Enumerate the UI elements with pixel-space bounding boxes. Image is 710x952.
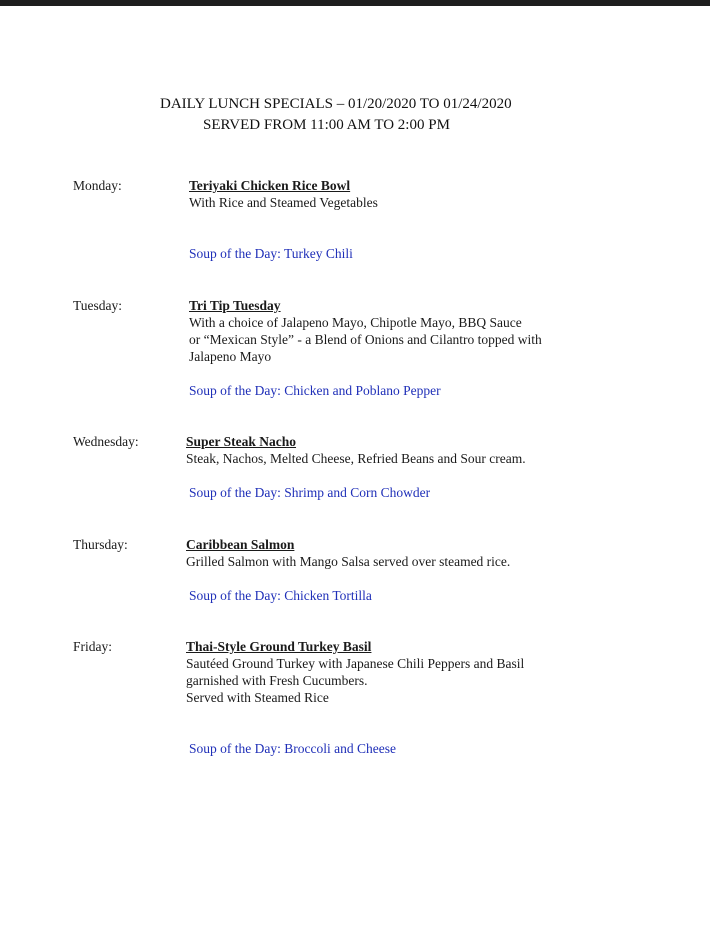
dish-description-line: With Rice and Steamed Vegetables <box>189 195 378 210</box>
page-title: DAILY LUNCH SPECIALS – 01/20/2020 TO 01/24/2020 <box>160 96 512 112</box>
soup-of-the-day-tuesday <box>189 382 441 399</box>
dish-name: Thai-Style Ground Turkey Basil <box>186 639 372 654</box>
soup-prefix: Soup of the Day: <box>189 246 281 261</box>
dish-block-monday <box>189 177 378 211</box>
dish-description-line: Sautéed Ground Turkey with Japanese Chili Peppers and Basil <box>186 656 525 671</box>
dish-description-line: Grilled Salmon with Mango Salsa served over steamed rice. <box>186 554 511 569</box>
dish-block-tuesday <box>189 297 542 365</box>
soup-prefix: Soup of the Day: <box>189 588 281 603</box>
soup-name: Broccoli and Cheese <box>284 741 396 756</box>
soup-of-the-day-monday <box>189 245 353 262</box>
day-label-tuesday: Tuesday: <box>73 298 123 313</box>
dish-block-friday <box>186 638 524 706</box>
dish-name: Tri Tip Tuesday <box>189 298 281 313</box>
soup-prefix: Soup of the Day: <box>189 383 281 398</box>
dish-block-thursday <box>186 536 510 570</box>
soup-prefix: Soup of the Day: <box>189 485 281 500</box>
day-label-wednesday: Wednesday: <box>73 434 139 449</box>
soup-name: Chicken Tortilla <box>284 588 372 603</box>
dish-description-line: Steak, Nachos, Melted Cheese, Refried Beans and Sour cream. <box>186 451 526 466</box>
soup-prefix: Soup of the Day: <box>189 741 281 756</box>
dish-description-line: Served with Steamed Rice <box>186 690 329 705</box>
soup-name: Shrimp and Corn Chowder <box>284 485 431 500</box>
soup-name: Turkey Chili <box>284 246 353 261</box>
dish-description-line: garnished with Fresh Cucumbers. <box>186 673 368 688</box>
soup-of-the-day-friday <box>189 740 396 757</box>
dish-name: Caribbean Salmon <box>186 537 295 552</box>
dish-block-wednesday <box>186 433 526 467</box>
dish-name: Teriyaki Chicken Rice Bowl <box>189 178 351 193</box>
day-label-monday: Monday: <box>73 178 122 193</box>
dish-name: Super Steak Nacho <box>186 434 297 449</box>
soup-of-the-day-thursday <box>189 587 372 604</box>
day-label-friday: Friday: <box>73 639 112 654</box>
dish-description-line: With a choice of Jalapeno Mayo, Chipotle Mayo, BBQ Sauce <box>189 315 522 330</box>
serving-hours: SERVED FROM 11:00 AM TO 2:00 PM <box>203 117 450 133</box>
dish-description-line: or “Mexican Style” - a Blend of Onions and Cilantro topped with <box>189 332 542 347</box>
dish-description-line: Jalapeno Mayo <box>189 349 272 364</box>
day-label-thursday: Thursday: <box>73 537 128 552</box>
soup-of-the-day-wednesday <box>189 484 430 501</box>
top-border-bar <box>0 0 710 6</box>
soup-name: Chicken and Poblano Pepper <box>284 383 441 398</box>
